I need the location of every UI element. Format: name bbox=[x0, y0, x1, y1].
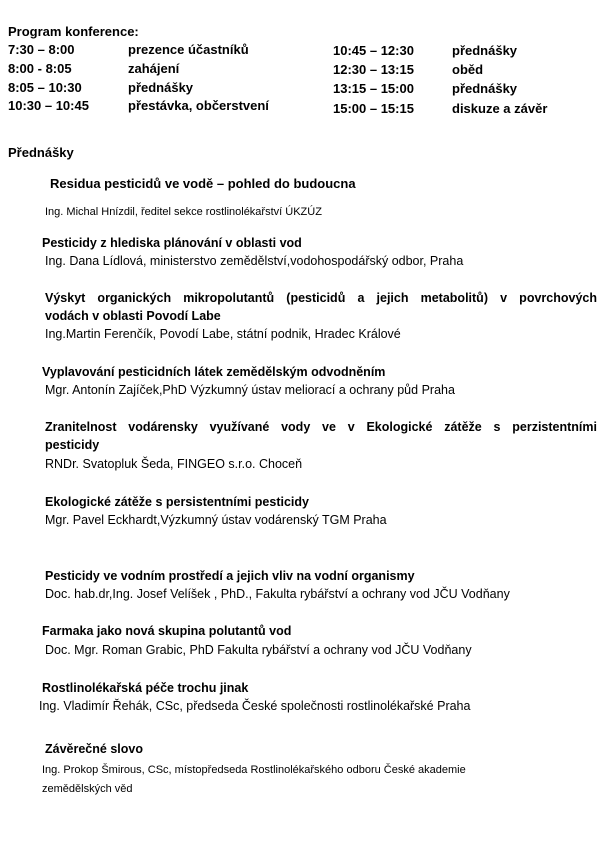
schedule-label: přednášky bbox=[452, 81, 518, 96]
lecture-speaker: Doc. Mgr. Roman Grabic, PhD Fakulta rybářství a ochrany vod JČU Vodňany bbox=[45, 643, 472, 657]
schedule-label: diskuze a závěr bbox=[452, 101, 548, 116]
lecture-speaker-continued: zemědělských věd bbox=[42, 783, 133, 795]
lecture-speaker: Ing. Dana Lídlová, ministerstvo zemědělství,vodohospodářský odbor, Praha bbox=[45, 254, 464, 268]
lecture-title: Vyplavování pesticidních látek zemědělským odvodněním bbox=[42, 365, 386, 379]
lecture-speaker: Ing. Prokop Šmirous, CSc, místopředseda Rostlinolékařského odboru České akademie bbox=[42, 764, 466, 776]
schedule-time: 15:00 – 15:15 bbox=[333, 101, 414, 116]
lecture-speaker: Mgr. Pavel Eckhardt,Výzkumný ústav vodárenský TGM Praha bbox=[45, 513, 387, 527]
schedule-time: 13:15 – 15:00 bbox=[333, 81, 414, 96]
schedule-time: 8:05 – 10:30 bbox=[8, 80, 82, 95]
lecture-speaker: Ing. Vladimír Řehák, CSc, předseda České společnosti rostlinolékařské Praha bbox=[39, 699, 471, 713]
lecture-speaker: RNDr. Svatopluk Šeda, FINGEO s.r.o. Choceň bbox=[45, 457, 303, 471]
lecture-title-continued: vodách v oblasti Povodí Labe bbox=[45, 309, 221, 323]
schedule-time: 7:30 – 8:00 bbox=[8, 42, 75, 57]
lecture-title: Rostlinolékařská péče trochu jinak bbox=[42, 681, 249, 695]
program-heading: Program konference: bbox=[8, 24, 139, 39]
schedule-label: přestávka, občerstvení bbox=[128, 98, 269, 113]
lecture-speaker: Ing. Michal Hnízdil, ředitel sekce rostlinolékařství ÚKZÚZ bbox=[45, 206, 322, 218]
lecture-speaker: Mgr. Antonín Zajíček,PhD Výzkumný ústav meliorací a ochrany půd Praha bbox=[45, 383, 455, 397]
lecture-speaker: Ing.Martin Ferenčík, Povodí Labe, státní podnik, Hradec Králové bbox=[45, 327, 401, 341]
lecture-title: Residua pesticidů ve vodě – pohled do budoucna bbox=[50, 176, 356, 191]
lecture-title: Ekologické zátěže s persistentními pesticidy bbox=[45, 495, 309, 509]
lecture-title: Závěrečné slovo bbox=[45, 742, 143, 756]
schedule-time: 12:30 – 13:15 bbox=[333, 62, 414, 77]
lecture-title: Pesticidy ve vodním prostředí a jejich vliv na vodní organismy bbox=[45, 569, 415, 583]
lectures-heading: Přednášky bbox=[8, 145, 74, 160]
lecture-title: Farmaka jako nová skupina polutantů vod bbox=[42, 624, 292, 638]
lecture-speaker: Doc. hab.dr,Ing. Josef Velíšek , PhD., Fakulta rybářství a ochrany vod JČU Vodňany bbox=[45, 587, 510, 601]
lecture-title: Pesticidy z hlediska plánování v oblasti vod bbox=[42, 236, 302, 250]
schedule-time: 8:00 - 8:05 bbox=[8, 61, 72, 76]
schedule-time: 10:30 – 10:45 bbox=[8, 98, 89, 113]
schedule-label: přednášky bbox=[128, 80, 194, 95]
lecture-title: Zranitelnost vodárensky využívané vody ve v Ekologické zátěže s perzistentními bbox=[45, 420, 597, 434]
schedule-label: prezence účastníků bbox=[128, 42, 249, 57]
schedule-label: zahájení bbox=[128, 61, 180, 76]
schedule-label: oběd bbox=[452, 62, 484, 77]
schedule-time: 10:45 – 12:30 bbox=[333, 43, 414, 58]
lecture-title-continued: pesticidy bbox=[45, 438, 100, 452]
schedule-label: přednášky bbox=[452, 43, 518, 58]
lecture-title: Výskyt organických mikropolutantů (pesticidů a jejich metabolitů) v povrchových bbox=[45, 291, 597, 305]
